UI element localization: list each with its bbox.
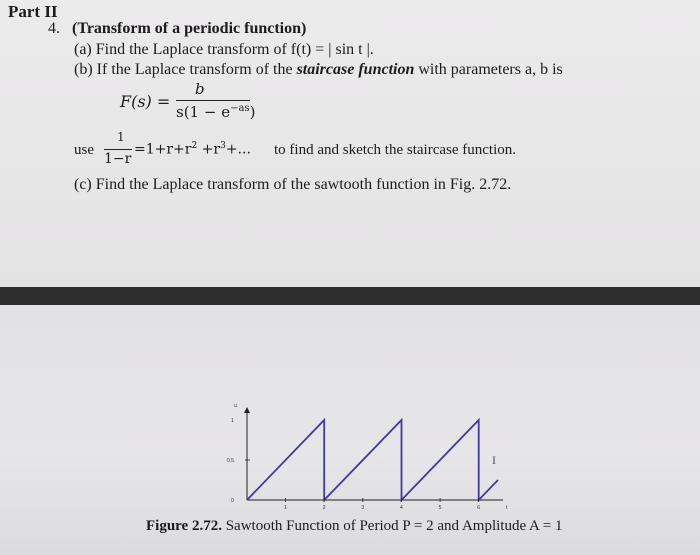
figure-caption-text: Sawtooth Function of Period P = 2 and Amplitude A = 1 bbox=[221, 518, 563, 534]
series-expansion bbox=[134, 141, 251, 158]
page-divider-bar bbox=[0, 287, 700, 305]
series-fraction-bar bbox=[104, 149, 132, 150]
sawtooth-chart bbox=[222, 398, 512, 518]
part-b-suffix: with parameters a, b is bbox=[414, 61, 563, 78]
y-tick-1: 1 bbox=[231, 418, 234, 424]
y-tick-0-5: 0.5 bbox=[227, 458, 234, 464]
sawtooth-series-line bbox=[247, 420, 498, 500]
series-numerator: 1 bbox=[117, 130, 125, 144]
x-tick-label-2: 2 bbox=[322, 505, 326, 511]
x-tick-label-6: 6 bbox=[477, 505, 480, 511]
y-axis-label: u bbox=[234, 403, 237, 409]
formula-numerator: b bbox=[195, 80, 205, 98]
part-b-prefix: (b) If the Laplace transform of the bbox=[74, 61, 297, 78]
x-tick-label-4: 4 bbox=[399, 505, 403, 511]
formula-exponent: −as bbox=[230, 103, 250, 114]
text-cursor-icon: I bbox=[492, 453, 496, 467]
y-tick-0: 0 bbox=[231, 498, 234, 504]
series-instruction: to find and sketch the staircase function. bbox=[274, 142, 517, 158]
x-axis-label: t bbox=[506, 505, 508, 511]
series-exp-3: 3 bbox=[220, 141, 226, 151]
formula-denominator-base: s(1 − e bbox=[176, 103, 231, 121]
formula-denominator bbox=[176, 103, 255, 121]
formula-denominator-close: ) bbox=[249, 103, 256, 121]
formula-lhs: F(s) = bbox=[120, 92, 171, 111]
section-heading: Part II bbox=[8, 2, 58, 21]
problem-title: (Transform of a periodic function) bbox=[72, 20, 307, 37]
series-use-word: use bbox=[74, 142, 94, 158]
x-tick-label-3: 3 bbox=[361, 505, 365, 511]
figure-caption bbox=[146, 518, 563, 535]
problem-number: 4. bbox=[48, 20, 60, 37]
formula-fraction-bar bbox=[176, 100, 250, 101]
series-rhs-start: =1+r+r bbox=[134, 141, 192, 158]
series-denominator: 1−r bbox=[104, 151, 132, 167]
series-rhs-rest: +... bbox=[225, 141, 251, 158]
series-rhs-plus: +r bbox=[197, 141, 221, 158]
figure-caption-label: Figure 2.72. bbox=[146, 518, 222, 534]
series-exp-2: 2 bbox=[191, 141, 198, 151]
part-a-text: (a) Find the Laplace transform of f(t) = | sin t |. bbox=[74, 41, 374, 58]
part-b-text bbox=[74, 61, 563, 79]
x-tick-label-5: 5 bbox=[438, 505, 442, 511]
x-tick-label-1: 1 bbox=[284, 505, 287, 511]
y-axis-arrow-icon bbox=[244, 407, 250, 413]
part-b-emphasis: staircase function bbox=[296, 61, 415, 78]
part-c-text: (c) Find the Laplace transform of the sawtooth function in Fig. 2.72. bbox=[74, 176, 512, 193]
